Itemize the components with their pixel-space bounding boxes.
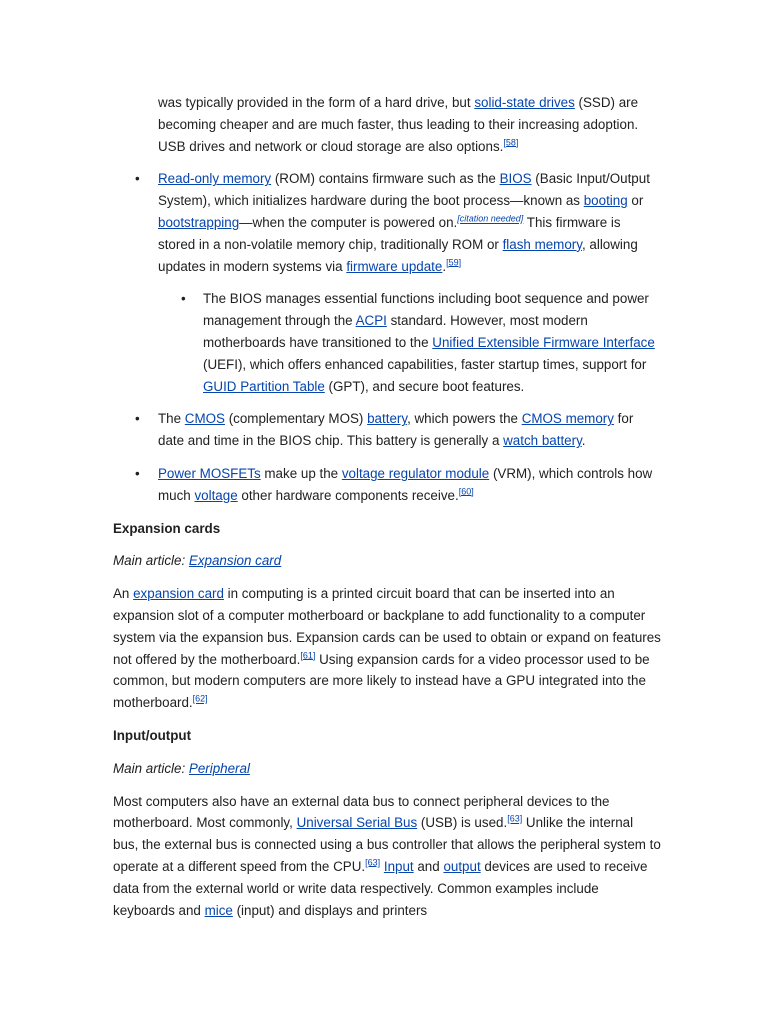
link-voltage[interactable]: voltage [194,487,238,503]
text: Using expansion cards for a video processor used to be common, but modern computers are more likely to instead have a GPU integrated into the motherboard. [113,651,650,711]
link-solid-state-drives[interactable]: solid-state drives [474,95,575,110]
text: This firmware is stored in a non-volatile memory chip, traditionally ROM or [158,214,621,252]
storage-paragraph-continued [113,92,661,157]
text: (input) and displays and printers [232,902,428,918]
link-flash-memory[interactable]: flash memory [502,236,582,252]
text: Most computers also have an external data bus to connect peripheral devices to the motherboard. Most commonly, [113,793,610,831]
link-universal-serial-bus[interactable]: Universal Serial Bus [296,815,418,831]
link-bootstrapping[interactable]: bootstrapping [158,214,240,230]
text: (USB) is used. [417,815,508,831]
text: (UEFI), which offers enhanced capabilities, faster startup times, support for [203,356,647,372]
heading-expansion-cards: Expansion cards [113,520,221,536]
link-firmware-update[interactable]: firmware update [346,258,443,274]
hardware-list [113,168,661,506]
article-body [113,92,661,921]
citation-needed-link[interactable]: [citation needed] [457,213,524,224]
link-mice[interactable]: mice [204,902,233,918]
text: and [413,858,444,874]
link-peripheral-main[interactable]: Peripheral [188,760,250,776]
list-item-cmos [113,408,661,452]
citation-61[interactable] [300,650,315,660]
citation-link[interactable]: [60] [458,486,474,497]
bullet: • [135,171,140,187]
link-cmos[interactable]: CMOS [184,411,225,427]
bullet: • [135,465,140,481]
text: (ROM) contains firmware such as the [271,171,500,187]
citation-needed[interactable] [457,214,523,224]
link-booting[interactable]: booting [583,193,628,209]
link-expansion-card-main[interactable]: Expansion card [188,553,282,569]
citation-58[interactable] [503,137,518,147]
citation-60[interactable] [459,486,474,496]
heading-input-output: Input/output [113,727,192,743]
text: Unlike the internal bus, the external bus is connected using a bus controller that allows the peripheral system to operate at a different speed from the CPU. [113,815,661,874]
text: , allowing updates in modern systems via [158,236,638,274]
text: for date and time in the BIOS chip. This battery is generally a [158,411,634,449]
list-item-rom [113,168,661,277]
expansion-paragraph [113,583,661,714]
text: . [581,433,586,449]
text: (GPT), and secure boot features. [324,378,525,394]
citation-59[interactable] [446,257,461,267]
citation-62[interactable] [193,694,208,704]
text: An [113,586,134,602]
bullet: • [135,411,140,427]
citation-link[interactable]: [58] [503,137,519,148]
citation-link[interactable]: [59] [446,257,462,268]
text: other hardware components receive. [237,487,459,503]
citation-link[interactable]: [62] [192,693,208,704]
text: (complementary MOS) [224,411,368,427]
text: was typically provided in the form of a hard drive, but [158,95,475,110]
link-acpi[interactable]: ACPI [355,313,387,329]
link-power-mosfets[interactable]: Power MOSFETs [158,465,261,481]
text: devices are used to receive data from the external world or write data respectively. Common examples include keyboards and [113,858,648,918]
citation-63[interactable] [507,814,522,824]
list-item-mosfet [113,463,661,507]
link-output[interactable]: output [443,858,481,874]
hatnote-expansion [113,550,661,572]
citation-link[interactable]: [61] [300,650,316,661]
hatnote-peripheral [113,758,661,780]
link-watch-battery[interactable]: watch battery [503,433,582,449]
text: The BIOS manages essential functions including boot sequence and power management through the [203,291,649,329]
link-cmos-memory[interactable]: CMOS memory [521,411,614,427]
citation-link[interactable]: [63] [507,813,523,824]
link-expansion-card[interactable]: expansion card [133,586,224,602]
bullet: • [181,291,186,307]
link-read-only-memory[interactable]: Read-only memory [158,171,272,187]
text: The [158,411,185,427]
text: . [442,258,447,274]
citation-link[interactable]: [63] [365,857,381,868]
text: , which powers the [407,411,522,427]
text: (Basic Input/Output System), which initializes hardware during the boot process—known as [158,171,650,209]
text: —when the computer is powered on. [239,214,458,230]
hatnote-prefix: Main article: [113,760,189,776]
link-guid-partition-table[interactable]: GUID Partition Table [203,378,325,394]
link-bios[interactable]: BIOS [499,171,532,187]
text: (SSD) are becoming cheaper and are much faster, thus leading to their increasing adoption. USB drives and network or cloud storage are also options. [158,95,639,154]
text: (VRM), which controls how much [158,465,653,503]
text: standard. However, most modern motherboards have transitioned to the [203,313,588,350]
text: or [627,193,644,209]
link-input[interactable]: Input [383,858,414,874]
list-item-bios-sub [113,288,661,397]
link-voltage-regulator-module[interactable]: voltage regulator module [341,465,490,481]
io-paragraph [113,791,661,922]
link-battery[interactable]: battery [367,411,408,427]
link-uefi[interactable]: Unified Extensible Firmware Interface [432,334,655,350]
hatnote-prefix: Main article: [113,553,189,569]
citation-63b[interactable] [365,857,380,867]
text: in computing is a printed circuit board that can be inserted into an expansion slot of a computer motherboard or backplane to add functionality to a computer system via the expansion bus. Expansion cards can be used to obtain or expand on features not offered by the motherboard. [113,586,661,667]
text: make up the [260,465,342,481]
